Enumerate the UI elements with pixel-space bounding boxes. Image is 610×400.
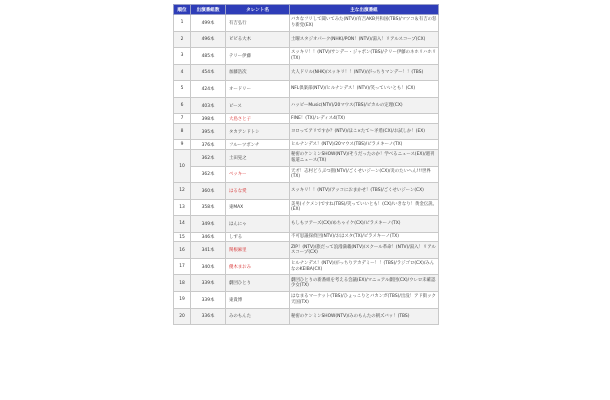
table-row [174, 123, 439, 140]
rank-cell: 5 [174, 81, 191, 98]
rank-cell: 4 [174, 64, 191, 81]
table-row [174, 114, 439, 124]
rank-cell: 18 [174, 275, 191, 292]
table-row [174, 275, 439, 292]
count-cell: 485本 [191, 48, 226, 65]
table-row [174, 97, 439, 114]
rank-cell: 9 [174, 140, 191, 150]
shows-cell: 美男(イケメン)ですね(TBS)/笑っていいとも！(CX)/いきなり！黄金伝説。(EX) [290, 199, 439, 216]
talent-name-cell: 加藤浩次 [226, 64, 290, 81]
count-cell: 349本 [191, 216, 226, 233]
shows-cell: 土曜スタジオパーク(NHK)/PON！(NTV)/湯入！リアルスコープ(CX) [290, 31, 439, 48]
table-row [174, 216, 439, 233]
count-cell: 336本 [191, 308, 226, 325]
header-shows: 主な出演番組 [290, 5, 439, 15]
talent-name-cell: 有吉弘行 [226, 15, 290, 32]
count-cell: 496本 [191, 31, 226, 48]
shows-cell: 秘密のケンミンSHOW(NTV)/そうだったのか！学べるニュース(EX)/週刊報道ニュース(TX) [290, 150, 439, 167]
rank-cell: 1 [174, 15, 191, 32]
count-cell: 424本 [191, 81, 226, 98]
talent-name-cell: ピース [226, 97, 290, 114]
table-row [174, 232, 439, 242]
header-rank: 順位 [174, 5, 191, 15]
rank-cell: 6 [174, 97, 191, 114]
shows-cell: ヨロってアリですか？(NTV)/ほこ×たて～矛盾(CX)/お試しか！(EX) [290, 123, 439, 140]
talent-name-cell: 土田晃之 [226, 150, 290, 167]
rank-cell: 7 [174, 114, 191, 124]
shows-cell: 秘密のケンミンSHOW(NTV)/みのもんたの朝ズバッ！(TBS) [290, 308, 439, 325]
shows-cell: 天才！志村どうぶつ園(NTV)/ごくせいジーン(CX)/炎のたいへん!!!世界(TX) [290, 166, 439, 183]
rank-cell: 3 [174, 48, 191, 65]
talent-name-cell: テリー伊藤 [226, 48, 290, 65]
shows-cell: 劇団ひとりの新番組を考える会議(EX)/マニュアル劇団(CX)/ウレロ未確認少女(TX) [290, 275, 439, 292]
shows-cell: 大人ドリル(NHK)/スッキリ！！(NTV)/がっちりマンデー！！(TBS) [290, 64, 439, 81]
talent-name-cell: 東MAX [226, 199, 290, 216]
count-cell: 499本 [191, 15, 226, 32]
shows-cell: ハッピーMusic(NTV)/20マウス(TBS)/ピカルの定理(CX) [290, 97, 439, 114]
count-cell: 362本 [191, 150, 226, 167]
count-cell: 358本 [191, 199, 226, 216]
shows-cell: はなまるマーケット(TBS)/ひょっこりとバカンガ(TBS)/出没！アド街ック天国(TX) [290, 291, 439, 308]
table-row [174, 81, 439, 98]
shows-cell: もしもツアーズ(CX)/めちゃイケ(CX)/ピラメキーノ(TX) [290, 216, 439, 233]
rank-cell: 15 [174, 232, 191, 242]
talent-name-cell: フルーツポンチ [226, 140, 290, 150]
rank-cell: 20 [174, 308, 191, 325]
talent-name-cell: オードリー [226, 81, 290, 98]
shows-cell: 不可思議探偵団(NTV)/おはスタ(TX)/ピラメキーノ(TX) [290, 232, 439, 242]
count-cell: 339本 [191, 275, 226, 292]
header-name: タレント名 [226, 5, 290, 15]
rank-cell: 13 [174, 199, 191, 216]
table-row [174, 31, 439, 48]
rank-cell: 8 [174, 123, 191, 140]
talent-name-cell: みのもんた [226, 308, 290, 325]
shows-cell: ヒルナンデス！(NTV)/20マウス(TBS)/ピラメキーノ(TX) [290, 140, 439, 150]
rank-cell: 19 [174, 291, 191, 308]
header-count: 出演番組数 [191, 5, 226, 15]
table-row [174, 308, 439, 325]
shows-cell: ヒルナンデス！(NTV)/がっちりアカデミー！！(TBS)/ラジゴロ(CX)/みんなのKEIBA(CX) [290, 258, 439, 275]
ranking-table [173, 4, 439, 325]
shows-cell: NFL倶楽部(NTV)/ヒルナンデス！(NTV)/笑っていいとも！(CX) [290, 81, 439, 98]
talent-name-cell: 優木まおみ [226, 258, 290, 275]
count-cell: 341本 [191, 242, 226, 259]
shows-cell: スッキリ！！(NTV)/サンデー・ジャポン(TBS)/テリー伊藤のネホリハホリ(TX) [290, 48, 439, 65]
table-header-row [174, 5, 439, 15]
count-cell: 360本 [191, 183, 226, 200]
rank-cell: 17 [174, 258, 191, 275]
count-cell: 395本 [191, 123, 226, 140]
rank-cell: 16 [174, 242, 191, 259]
ranking-body [174, 15, 439, 325]
count-cell: 339本 [191, 291, 226, 308]
talent-name-cell: しずる [226, 232, 290, 242]
table-row [174, 15, 439, 32]
talent-name-cell: 関根麻里 [226, 242, 290, 259]
table-row [174, 166, 439, 183]
rank-cell: 12 [174, 183, 191, 200]
shows-cell: ZIP！(NTV)/旅だって浪漫満載(NTV)/スクール革命！(NTV)/湯入！リアルスコープ(CX) [290, 242, 439, 259]
count-cell: 403本 [191, 97, 226, 114]
talent-name-cell: はんにゃ [226, 216, 290, 233]
talent-name-cell: タカアンドトシ [226, 123, 290, 140]
table-row [174, 64, 439, 81]
talent-name-cell: ビビる大木 [226, 31, 290, 48]
rank-cell: 14 [174, 216, 191, 233]
shows-cell: バカなフリして聞いてみた(NTV)/有吉AKB共和国(TBS)/マツコ＆有吉の怒り新党(EX) [290, 15, 439, 32]
table-row [174, 291, 439, 308]
count-cell: 398本 [191, 114, 226, 124]
count-cell: 346本 [191, 232, 226, 242]
shows-cell: スッキリ！！(NTV)/アッコにおまかせ！(TBS)/ごくせいジーン(CX) [290, 183, 439, 200]
talent-name-cell: 大島さと子 [226, 114, 290, 124]
table-row [174, 242, 439, 259]
talent-name-cell: 劇団ひとり [226, 275, 290, 292]
talent-name-cell: はるな愛 [226, 183, 290, 200]
talent-name-cell: 東貴博 [226, 291, 290, 308]
rank-cell: 2 [174, 31, 191, 48]
table-row [174, 140, 439, 150]
table-row [174, 258, 439, 275]
count-cell: 454本 [191, 64, 226, 81]
talent-name-cell: ベッキー [226, 166, 290, 183]
count-cell: 362本 [191, 166, 226, 183]
rank-cell: 10 [174, 150, 191, 183]
count-cell: 376本 [191, 140, 226, 150]
shows-cell: FINE！(TX)/レディス4(TX) [290, 114, 439, 124]
table-row [174, 199, 439, 216]
table-row [174, 48, 439, 65]
count-cell: 340本 [191, 258, 226, 275]
table-row [174, 183, 439, 200]
table-row [174, 150, 439, 167]
